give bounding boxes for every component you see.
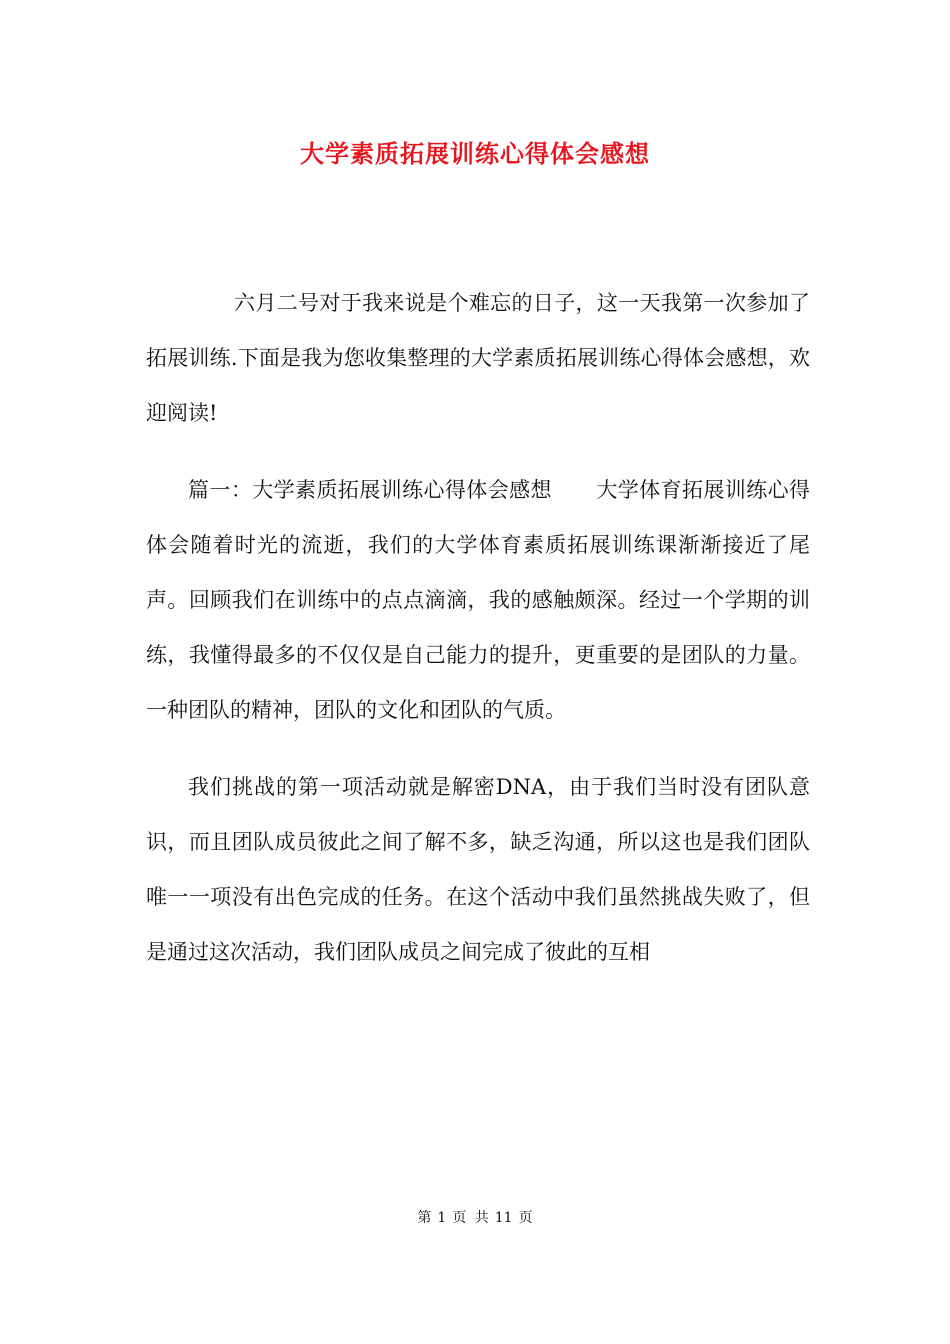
footer-prefix: 第 [417, 1210, 432, 1226]
section-heading: 篇一：大学素质拓展训练心得体会感想 [188, 478, 552, 502]
footer-middle: 页 共 [452, 1210, 489, 1226]
document-title: 大学素质拓展训练心得体会感想 [300, 139, 650, 168]
document-body [146, 276, 810, 1002]
page-footer [0, 1208, 950, 1228]
section-paragraph [146, 463, 810, 738]
footer-total-pages: 11 [494, 1210, 513, 1226]
footer-suffix: 页 [518, 1210, 533, 1226]
footer-page-number: 1 [437, 1210, 447, 1226]
section-body: 大学体育拓展训练心得体会随着时光的流逝，我们的大学体育素质拓展训练课渐渐接近了尾声。回顾我们在训练中的点点滴滴，我的感触颇深。经过一个学期的训练，我懂得最多的不仅仅是自己能力的提升，更重要的是团队的力量。一种团队的精神，团队的文化和团队的气质。 [146, 478, 811, 722]
body-paragraph: 我们挑战的第一项活动就是解密DNA，由于我们当时没有团队意识，而且团队成员彼此之间了解不多，缺乏沟通，所以这也是我们团队唯一一项没有出色完成的任务。在这个活动中我们虽然挑战失败了，但是通过这次活动，我们团队成员之间完成了彼此的互相 [146, 775, 810, 964]
intro-paragraph: 六月二号对于我来说是个难忘的日子，这一天我第一次参加了拓展训练.下面是我为您收集整理的大学素质拓展训练心得体会感想，欢迎阅读! [146, 291, 810, 425]
